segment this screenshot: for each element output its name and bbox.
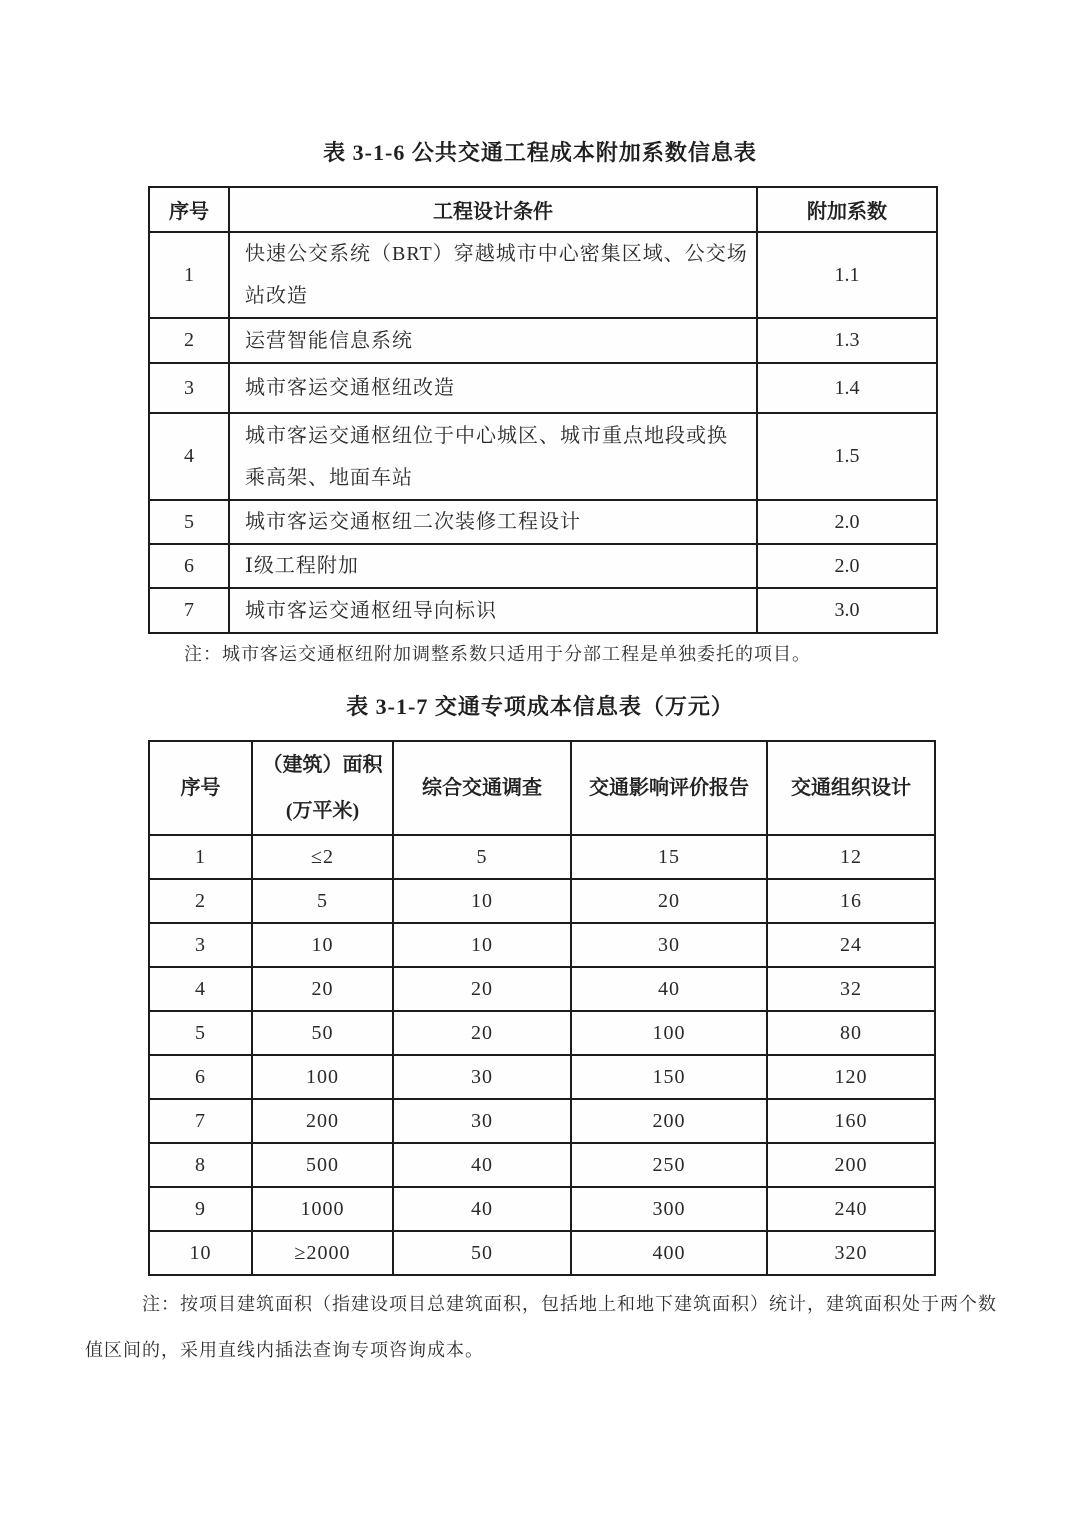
table-row xyxy=(149,879,935,923)
design-cost-cell: 200 xyxy=(767,1143,935,1187)
table-row xyxy=(149,1187,935,1231)
table-row xyxy=(149,544,937,588)
table-2-note: 注：按项目建筑面积（指建设项目总建筑面积，包括地上和地下建筑面积）统计，建筑面积处于两个数值区间的，采用直线内插法查询专项咨询成本。 xyxy=(85,1294,997,1360)
table-2-title: 表 3-1-7 交通专项成本信息表（万元） xyxy=(346,694,734,719)
header-building-area: （建筑）面积(万平米) xyxy=(252,741,393,835)
serial-cell: 10 xyxy=(149,1231,252,1275)
survey-cost-cell: 5 xyxy=(393,835,571,879)
survey-cost-cell: 40 xyxy=(393,1143,571,1187)
table-row xyxy=(149,967,935,1011)
report-cost-cell: 200 xyxy=(571,1099,767,1143)
survey-cost-cell: 30 xyxy=(393,1099,571,1143)
serial-cell: 8 xyxy=(149,1143,252,1187)
survey-cost-cell: 20 xyxy=(393,967,571,1011)
condition-cell: 运营智能信息系统 xyxy=(229,318,757,363)
condition-cell: 城市客运交通枢纽导向标识 xyxy=(229,588,757,633)
serial-cell: 6 xyxy=(149,1055,252,1099)
serial-cell: 5 xyxy=(149,1011,252,1055)
header-serial-number: 序号 xyxy=(149,187,229,232)
serial-cell: 1 xyxy=(149,232,229,318)
design-cost-cell: 80 xyxy=(767,1011,935,1055)
design-cost-cell: 24 xyxy=(767,923,935,967)
table-row xyxy=(149,232,937,318)
report-cost-cell: 20 xyxy=(571,879,767,923)
area-cell: ≤2 xyxy=(252,835,393,879)
survey-cost-cell: 10 xyxy=(393,879,571,923)
serial-cell: 3 xyxy=(149,923,252,967)
table-3-1-6 xyxy=(148,186,938,634)
area-cell: ≥2000 xyxy=(252,1231,393,1275)
header-additional-coefficient: 附加系数 xyxy=(757,187,937,232)
table-row xyxy=(149,1231,935,1275)
table-1-note: 注：城市客运交通枢纽附加调整系数只适用于分部工程是单独委托的项目。 xyxy=(184,644,811,664)
coefficient-cell: 1.5 xyxy=(757,413,937,500)
table-row xyxy=(149,923,935,967)
serial-cell: 9 xyxy=(149,1187,252,1231)
area-cell: 5 xyxy=(252,879,393,923)
serial-cell: 5 xyxy=(149,500,229,544)
condition-cell: 城市客运交通枢纽位于中心城区、城市重点地段或换乘高架、地面车站 xyxy=(229,413,757,500)
report-cost-cell: 250 xyxy=(571,1143,767,1187)
serial-cell: 4 xyxy=(149,967,252,1011)
header-traffic-survey: 综合交通调查 xyxy=(393,741,571,835)
design-cost-cell: 240 xyxy=(767,1187,935,1231)
coefficient-cell: 2.0 xyxy=(757,544,937,588)
design-cost-cell: 120 xyxy=(767,1055,935,1099)
report-cost-cell: 150 xyxy=(571,1055,767,1099)
header-design-condition: 工程设计条件 xyxy=(229,187,757,232)
table-row xyxy=(149,835,935,879)
design-cost-cell: 32 xyxy=(767,967,935,1011)
serial-cell: 7 xyxy=(149,1099,252,1143)
serial-cell: 2 xyxy=(149,318,229,363)
area-cell: 50 xyxy=(252,1011,393,1055)
condition-cell: 城市客运交通枢纽二次装修工程设计 xyxy=(229,500,757,544)
report-cost-cell: 400 xyxy=(571,1231,767,1275)
coefficient-cell: 3.0 xyxy=(757,588,937,633)
condition-cell: Ⅰ级工程附加 xyxy=(229,544,757,588)
report-cost-cell: 15 xyxy=(571,835,767,879)
table-row xyxy=(149,500,937,544)
design-cost-cell: 12 xyxy=(767,835,935,879)
area-cell: 1000 xyxy=(252,1187,393,1231)
area-cell: 20 xyxy=(252,967,393,1011)
area-cell: 10 xyxy=(252,923,393,967)
coefficient-cell: 1.3 xyxy=(757,318,937,363)
survey-cost-cell: 10 xyxy=(393,923,571,967)
design-cost-cell: 160 xyxy=(767,1099,935,1143)
table-row xyxy=(149,318,937,363)
table-row xyxy=(149,1099,935,1143)
serial-cell: 1 xyxy=(149,835,252,879)
serial-cell: 3 xyxy=(149,363,229,413)
area-cell: 200 xyxy=(252,1099,393,1143)
design-cost-cell: 320 xyxy=(767,1231,935,1275)
area-cell: 100 xyxy=(252,1055,393,1099)
area-cell: 500 xyxy=(252,1143,393,1187)
serial-cell: 6 xyxy=(149,544,229,588)
coefficient-cell: 2.0 xyxy=(757,500,937,544)
survey-cost-cell: 30 xyxy=(393,1055,571,1099)
report-cost-cell: 300 xyxy=(571,1187,767,1231)
condition-cell: 快速公交系统（BRT）穿越城市中心密集区域、公交场站改造 xyxy=(229,232,757,318)
table-2-header-row xyxy=(149,741,935,835)
serial-cell: 7 xyxy=(149,588,229,633)
report-cost-cell: 40 xyxy=(571,967,767,1011)
header-impact-report: 交通影响评价报告 xyxy=(571,741,767,835)
report-cost-cell: 100 xyxy=(571,1011,767,1055)
report-cost-cell: 30 xyxy=(571,923,767,967)
table-row xyxy=(149,1143,935,1187)
table-row xyxy=(149,363,937,413)
table-1-title: 表 3-1-6 公共交通工程成本附加系数信息表 xyxy=(323,140,757,165)
serial-cell: 4 xyxy=(149,413,229,500)
survey-cost-cell: 50 xyxy=(393,1231,571,1275)
condition-cell: 城市客运交通枢纽改造 xyxy=(229,363,757,413)
coefficient-cell: 1.4 xyxy=(757,363,937,413)
design-cost-cell: 16 xyxy=(767,879,935,923)
table-row xyxy=(149,1011,935,1055)
coefficient-cell: 1.1 xyxy=(757,232,937,318)
table-row xyxy=(149,1055,935,1099)
table-row xyxy=(149,413,937,500)
serial-cell: 2 xyxy=(149,879,252,923)
header-serial-number: 序号 xyxy=(149,741,252,835)
header-organization-design: 交通组织设计 xyxy=(767,741,935,835)
table-3-1-7 xyxy=(148,740,936,1276)
survey-cost-cell: 40 xyxy=(393,1187,571,1231)
survey-cost-cell: 20 xyxy=(393,1011,571,1055)
table-1-header-row xyxy=(149,187,937,232)
table-row xyxy=(149,588,937,633)
